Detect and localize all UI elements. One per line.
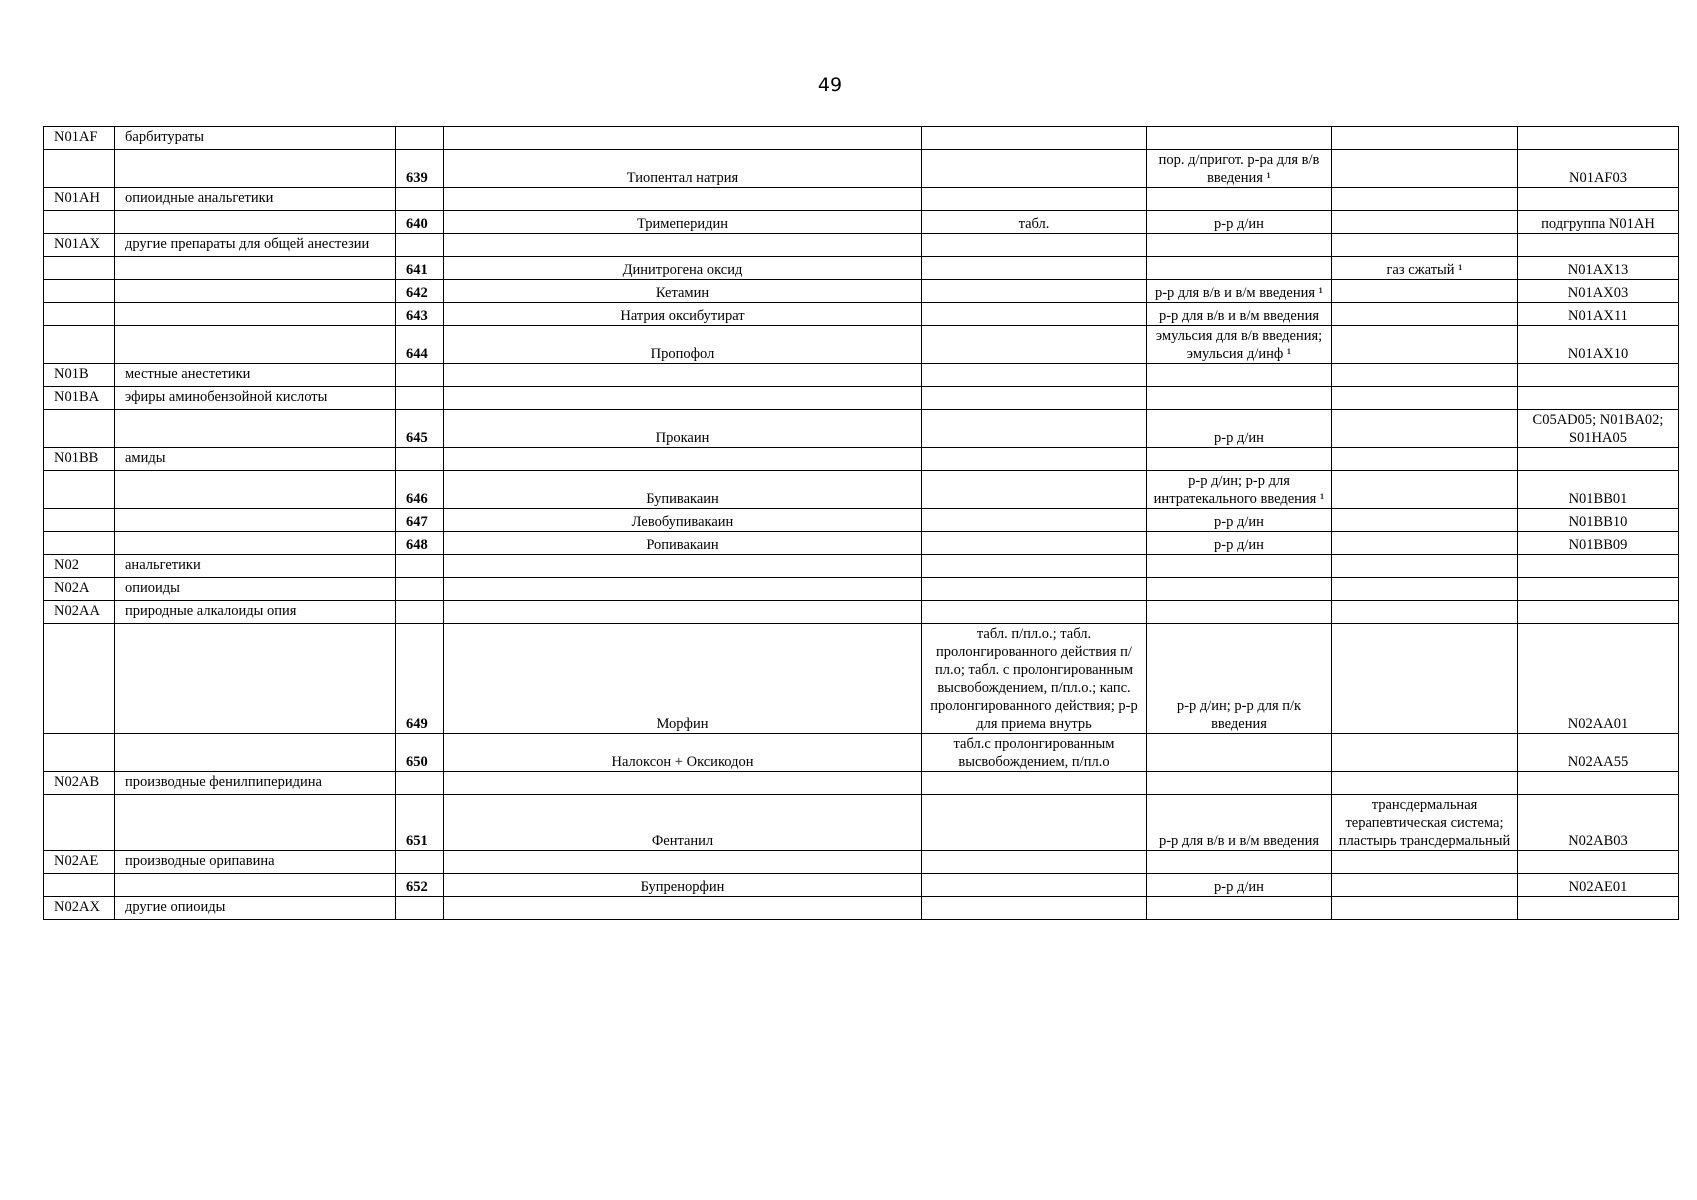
atc-group-code: N01B xyxy=(44,364,115,387)
drug-name: Налоксон + Оксикодон xyxy=(444,734,922,772)
empty-cell xyxy=(1332,772,1518,795)
empty-cell xyxy=(1518,555,1679,578)
empty-cell xyxy=(922,364,1147,387)
empty-cell xyxy=(444,127,922,150)
empty-cell xyxy=(1518,578,1679,601)
empty-cell xyxy=(44,532,115,555)
empty-cell xyxy=(1147,387,1332,410)
empty-cell xyxy=(922,851,1147,874)
empty-cell xyxy=(396,851,444,874)
dosage-form-injection: р-р д/ин; р-р для п/к введения xyxy=(1147,624,1332,734)
empty-cell xyxy=(444,772,922,795)
empty-cell xyxy=(1518,601,1679,624)
atc-group-code: N01AX xyxy=(44,234,115,257)
empty-cell xyxy=(396,772,444,795)
dosage-form-injection: р-р д/ин; р-р для интратекального введения ¹ xyxy=(1147,471,1332,509)
empty-cell xyxy=(44,150,115,188)
drug-table xyxy=(43,126,1679,920)
empty-cell xyxy=(115,150,396,188)
empty-cell xyxy=(44,280,115,303)
dosage-form-other: трансдермальная терапевтическая система; пластырь трансдермальный xyxy=(1332,795,1518,851)
atc-group-code: N01BA xyxy=(44,387,115,410)
empty-cell xyxy=(1147,851,1332,874)
empty-cell xyxy=(115,532,396,555)
dosage-form-other xyxy=(1332,734,1518,772)
empty-cell xyxy=(1518,448,1679,471)
empty-cell xyxy=(1332,578,1518,601)
atc-code: N01BB09 xyxy=(1518,532,1679,555)
dosage-form-oral xyxy=(922,257,1147,280)
empty-cell xyxy=(922,448,1147,471)
drug-row xyxy=(44,734,1679,772)
drug-number: 641 xyxy=(396,257,444,280)
dosage-form-other xyxy=(1332,874,1518,897)
drug-number: 645 xyxy=(396,410,444,448)
atc-code: C05AD05; N01BA02; S01HA05 xyxy=(1518,410,1679,448)
empty-cell xyxy=(396,127,444,150)
dosage-form-oral xyxy=(922,874,1147,897)
drug-row xyxy=(44,326,1679,364)
atc-code: N02AA01 xyxy=(1518,624,1679,734)
empty-cell xyxy=(44,257,115,280)
dosage-form-oral xyxy=(922,326,1147,364)
empty-cell xyxy=(1147,188,1332,211)
empty-cell xyxy=(444,851,922,874)
empty-cell xyxy=(1147,555,1332,578)
drug-row xyxy=(44,150,1679,188)
group-row xyxy=(44,448,1679,471)
atc-code: N01AX11 xyxy=(1518,303,1679,326)
dosage-form-injection: эмульсия для в/в введения; эмульсия д/инф ¹ xyxy=(1147,326,1332,364)
atc-code: N02AB03 xyxy=(1518,795,1679,851)
dosage-form-oral xyxy=(922,150,1147,188)
empty-cell xyxy=(444,387,922,410)
drug-name: Фентанил xyxy=(444,795,922,851)
empty-cell xyxy=(1518,772,1679,795)
empty-cell xyxy=(1332,448,1518,471)
atc-group-code: N01AF xyxy=(44,127,115,150)
empty-cell xyxy=(115,874,396,897)
dosage-form-oral xyxy=(922,410,1147,448)
dosage-form-other xyxy=(1332,303,1518,326)
dosage-form-other xyxy=(1332,410,1518,448)
dosage-form-oral xyxy=(922,532,1147,555)
empty-cell xyxy=(396,555,444,578)
empty-cell xyxy=(44,624,115,734)
empty-cell xyxy=(115,509,396,532)
drug-number: 651 xyxy=(396,795,444,851)
empty-cell xyxy=(396,387,444,410)
dosage-form-injection: р-р д/ин xyxy=(1147,532,1332,555)
empty-cell xyxy=(922,188,1147,211)
empty-cell xyxy=(396,601,444,624)
empty-cell xyxy=(922,127,1147,150)
empty-cell xyxy=(444,188,922,211)
empty-cell xyxy=(444,601,922,624)
empty-cell xyxy=(444,448,922,471)
drug-number: 648 xyxy=(396,532,444,555)
group-row xyxy=(44,578,1679,601)
empty-cell xyxy=(1518,387,1679,410)
atc-group-code: N02 xyxy=(44,555,115,578)
empty-cell xyxy=(1332,234,1518,257)
drug-row xyxy=(44,257,1679,280)
atc-group-code: N02AB xyxy=(44,772,115,795)
empty-cell xyxy=(444,578,922,601)
drug-row xyxy=(44,211,1679,234)
dosage-form-other xyxy=(1332,280,1518,303)
dosage-form-injection xyxy=(1147,734,1332,772)
atc-group-name: другие препараты для общей анестезии xyxy=(115,234,396,257)
drug-number: 642 xyxy=(396,280,444,303)
empty-cell xyxy=(115,410,396,448)
empty-cell xyxy=(115,471,396,509)
empty-cell xyxy=(1332,601,1518,624)
empty-cell xyxy=(115,280,396,303)
drug-name: Пропофол xyxy=(444,326,922,364)
drug-name: Бупренорфин xyxy=(444,874,922,897)
drug-name: Кетамин xyxy=(444,280,922,303)
table-body xyxy=(44,127,1679,920)
empty-cell xyxy=(396,234,444,257)
atc-group-name: амиды xyxy=(115,448,396,471)
empty-cell xyxy=(1147,772,1332,795)
empty-cell xyxy=(115,734,396,772)
dosage-form-injection: р-р для в/в и в/м введения xyxy=(1147,303,1332,326)
empty-cell xyxy=(1518,897,1679,920)
atc-group-name: другие опиоиды xyxy=(115,897,396,920)
dosage-form-injection: р-р для в/в и в/м введения xyxy=(1147,795,1332,851)
atc-group-code: N02AE xyxy=(44,851,115,874)
drug-name: Прокаин xyxy=(444,410,922,448)
empty-cell xyxy=(1147,448,1332,471)
atc-group-code: N01AH xyxy=(44,188,115,211)
empty-cell xyxy=(44,734,115,772)
dosage-form-injection xyxy=(1147,257,1332,280)
dosage-form-oral xyxy=(922,795,1147,851)
atc-code: N01AF03 xyxy=(1518,150,1679,188)
drug-number: 650 xyxy=(396,734,444,772)
group-row xyxy=(44,387,1679,410)
dosage-form-other: газ сжатый ¹ xyxy=(1332,257,1518,280)
drug-name: Тримеперидин xyxy=(444,211,922,234)
empty-cell xyxy=(922,234,1147,257)
dosage-form-oral: табл. xyxy=(922,211,1147,234)
atc-code: N01BB10 xyxy=(1518,509,1679,532)
empty-cell xyxy=(1147,897,1332,920)
empty-cell xyxy=(44,410,115,448)
atc-code: N02AA55 xyxy=(1518,734,1679,772)
group-row xyxy=(44,555,1679,578)
empty-cell xyxy=(396,448,444,471)
drug-name: Ропивакаин xyxy=(444,532,922,555)
dosage-form-other xyxy=(1332,211,1518,234)
empty-cell xyxy=(44,874,115,897)
group-row xyxy=(44,234,1679,257)
empty-cell xyxy=(444,234,922,257)
empty-cell xyxy=(1147,601,1332,624)
drug-number: 639 xyxy=(396,150,444,188)
dosage-form-injection: пор. д/пригот. р-ра для в/в введения ¹ xyxy=(1147,150,1332,188)
dosage-form-oral: табл. п/пл.о.; табл. пролонгированного действия п/пл.о; табл. с пролонгированным высвобождением, п/пл.о.; капс. пролонгированного действия; р-р для приема внутрь xyxy=(922,624,1147,734)
drug-name: Бупивакаин xyxy=(444,471,922,509)
atc-code: N01AX13 xyxy=(1518,257,1679,280)
drug-row xyxy=(44,795,1679,851)
empty-cell xyxy=(396,188,444,211)
atc-group-name: анальгетики xyxy=(115,555,396,578)
empty-cell xyxy=(396,578,444,601)
empty-cell xyxy=(396,897,444,920)
drug-number: 652 xyxy=(396,874,444,897)
empty-cell xyxy=(1147,127,1332,150)
empty-cell xyxy=(396,364,444,387)
atc-group-name: барбитураты xyxy=(115,127,396,150)
drug-row xyxy=(44,471,1679,509)
empty-cell xyxy=(44,326,115,364)
dosage-form-injection: р-р д/ин xyxy=(1147,874,1332,897)
empty-cell xyxy=(115,303,396,326)
atc-group-name: опиоиды xyxy=(115,578,396,601)
dosage-form-other xyxy=(1332,624,1518,734)
group-row xyxy=(44,127,1679,150)
empty-cell xyxy=(1518,851,1679,874)
atc-group-name: производные орипавина xyxy=(115,851,396,874)
atc-group-code: N02AX xyxy=(44,897,115,920)
empty-cell xyxy=(1332,188,1518,211)
dosage-form-oral xyxy=(922,303,1147,326)
drug-name: Натрия оксибутират xyxy=(444,303,922,326)
drug-row xyxy=(44,509,1679,532)
dosage-form-other xyxy=(1332,509,1518,532)
drug-number: 643 xyxy=(396,303,444,326)
empty-cell xyxy=(44,211,115,234)
dosage-form-oral: табл.с пролонгированным высвобождением, п/пл.о xyxy=(922,734,1147,772)
empty-cell xyxy=(922,555,1147,578)
empty-cell xyxy=(1147,578,1332,601)
empty-cell xyxy=(1518,127,1679,150)
empty-cell xyxy=(1518,364,1679,387)
drug-row xyxy=(44,280,1679,303)
empty-cell xyxy=(444,555,922,578)
dosage-form-other xyxy=(1332,326,1518,364)
drug-row xyxy=(44,303,1679,326)
empty-cell xyxy=(44,303,115,326)
empty-cell xyxy=(922,578,1147,601)
empty-cell xyxy=(1332,851,1518,874)
atc-group-name: природные алкалоиды опия xyxy=(115,601,396,624)
empty-cell xyxy=(922,772,1147,795)
empty-cell xyxy=(115,257,396,280)
atc-group-code: N02AA xyxy=(44,601,115,624)
empty-cell xyxy=(1147,234,1332,257)
atc-code: N01AX03 xyxy=(1518,280,1679,303)
drug-row xyxy=(44,874,1679,897)
empty-cell xyxy=(115,624,396,734)
page-number: 49 xyxy=(817,74,843,96)
empty-cell xyxy=(922,387,1147,410)
drug-number: 646 xyxy=(396,471,444,509)
empty-cell xyxy=(1332,555,1518,578)
atc-group-name: производные фенилпиперидина xyxy=(115,772,396,795)
atc-code: подгруппа N01AH xyxy=(1518,211,1679,234)
dosage-form-injection: р-р д/ин xyxy=(1147,410,1332,448)
drug-name: Тиопентал натрия xyxy=(444,150,922,188)
empty-cell xyxy=(1332,387,1518,410)
empty-cell xyxy=(1332,364,1518,387)
empty-cell xyxy=(44,795,115,851)
atc-code: N02AE01 xyxy=(1518,874,1679,897)
drug-name: Морфин xyxy=(444,624,922,734)
dosage-form-other xyxy=(1332,532,1518,555)
drug-number: 640 xyxy=(396,211,444,234)
drug-row xyxy=(44,624,1679,734)
empty-cell xyxy=(1332,127,1518,150)
drug-name: Левобупивакаин xyxy=(444,509,922,532)
group-row xyxy=(44,188,1679,211)
dosage-form-injection: р-р д/ин xyxy=(1147,509,1332,532)
empty-cell xyxy=(444,897,922,920)
empty-cell xyxy=(1147,364,1332,387)
atc-group-code: N01BB xyxy=(44,448,115,471)
empty-cell xyxy=(115,326,396,364)
drug-number: 644 xyxy=(396,326,444,364)
atc-code: N01AX10 xyxy=(1518,326,1679,364)
empty-cell xyxy=(115,211,396,234)
drug-name: Динитрогена оксид xyxy=(444,257,922,280)
dosage-form-oral xyxy=(922,280,1147,303)
dosage-form-injection: р-р д/ин xyxy=(1147,211,1332,234)
empty-cell xyxy=(1332,897,1518,920)
atc-group-code: N02A xyxy=(44,578,115,601)
atc-group-name: эфиры аминобензойной кислоты xyxy=(115,387,396,410)
group-row xyxy=(44,851,1679,874)
empty-cell xyxy=(922,601,1147,624)
group-row xyxy=(44,601,1679,624)
dosage-form-oral xyxy=(922,509,1147,532)
atc-group-name: опиоидные анальгетики xyxy=(115,188,396,211)
empty-cell xyxy=(1518,188,1679,211)
group-row xyxy=(44,897,1679,920)
group-row xyxy=(44,364,1679,387)
drug-number: 647 xyxy=(396,509,444,532)
empty-cell xyxy=(115,795,396,851)
atc-code: N01BB01 xyxy=(1518,471,1679,509)
empty-cell xyxy=(922,897,1147,920)
group-row xyxy=(44,772,1679,795)
dosage-form-other xyxy=(1332,150,1518,188)
empty-cell xyxy=(44,471,115,509)
atc-group-name: местные анестетики xyxy=(115,364,396,387)
drug-row xyxy=(44,532,1679,555)
dosage-form-injection: р-р для в/в и в/м введения ¹ xyxy=(1147,280,1332,303)
drug-row xyxy=(44,410,1679,448)
empty-cell xyxy=(1518,234,1679,257)
empty-cell xyxy=(44,509,115,532)
dosage-form-oral xyxy=(922,471,1147,509)
empty-cell xyxy=(444,364,922,387)
drug-number: 649 xyxy=(396,624,444,734)
dosage-form-other xyxy=(1332,471,1518,509)
